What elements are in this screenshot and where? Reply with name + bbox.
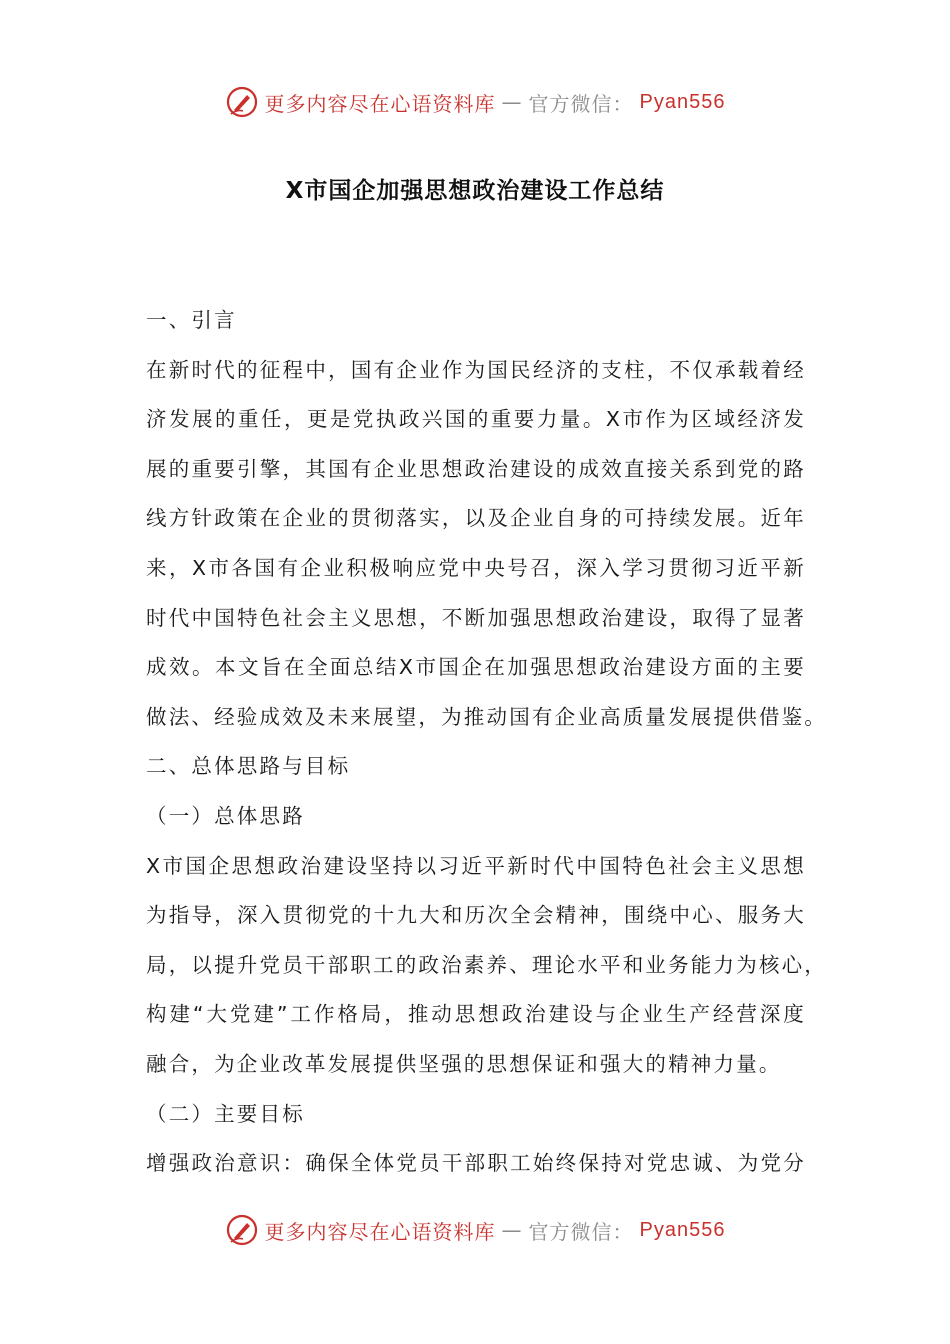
paragraph-line: 融合，为企业改革发展提供坚强的思想保证和强大的精神力量。 (146, 1051, 782, 1076)
pen-circle-logo-icon (225, 85, 259, 119)
watermark-dash: — (501, 90, 523, 114)
paragraph-line: 增强政治意识：确保全体党员干部职工始终保持对党忠诚、为党分 (146, 1151, 806, 1176)
watermark-banner-bottom (0, 1208, 950, 1252)
paragraph-line: 成效。本文旨在全面总结X市国企在加强思想政治建设方面的主要 (146, 655, 806, 680)
section-heading: 一、引言 (146, 308, 237, 332)
paragraph-line: 局，以提升党员干部职工的政治素养、理论水平和业务能力为核心， (146, 952, 827, 977)
watermark-main-text: 更多内容尽在心语资料库 (264, 1219, 496, 1244)
section-heading: 二、总体思路与目标 (146, 754, 351, 779)
watermark-sub-text: 官方微信： (528, 91, 634, 116)
subsection-heading: （一）总体思路 (146, 803, 305, 828)
pen-circle-logo-icon (225, 1213, 259, 1247)
watermark-dash: — (501, 1218, 523, 1242)
paragraph-line: 在新时代的征程中，国有企业作为国民经济的支柱，不仅承载着经 (146, 357, 806, 382)
paragraph-line: 做法、经验成效及未来展望，为推动国有企业高质量发展提供借鉴。 (146, 704, 827, 729)
watermark-wechat-id: Pyan556 (639, 90, 726, 113)
watermark-sub-text: 官方微信： (528, 1219, 634, 1244)
watermark-wechat-id: Pyan556 (639, 1218, 726, 1241)
paragraph-line: 展的重要引擎，其国有企业思想政治建设的成效直接关系到党的路 (146, 456, 806, 481)
watermark-main-text: 更多内容尽在心语资料库 (264, 91, 496, 116)
paragraph-line: 济发展的重任，更是党执政兴国的重要力量。X市作为区域经济发 (146, 407, 806, 432)
paragraph-line: 时代中国特色社会主义思想，不断加强思想政治建设，取得了显著 (146, 605, 806, 630)
paragraph-line: 为指导，深入贯彻党的十九大和历次全会精神，围绕中心、服务大 (146, 903, 806, 928)
document-title: X市国企加强思想政治建设工作总结 (285, 178, 665, 204)
paragraph-line: 来，X市各国有企业积极响应党中央号召，深入学习贯彻习近平新 (146, 555, 806, 580)
document-body (146, 296, 827, 1189)
subsection-heading: （二）主要目标 (146, 1101, 305, 1126)
paragraph-line: X市国企思想政治建设坚持以习近平新时代中国特色社会主义思想 (146, 853, 806, 878)
paragraph-line: 构建“大党建”工作格局，推动思想政治建设与企业生产经营深度 (146, 1002, 806, 1027)
watermark-banner-top (0, 80, 950, 124)
paragraph-line: 线方针政策在企业的贯彻落实，以及企业自身的可持续发展。近年 (146, 506, 806, 531)
